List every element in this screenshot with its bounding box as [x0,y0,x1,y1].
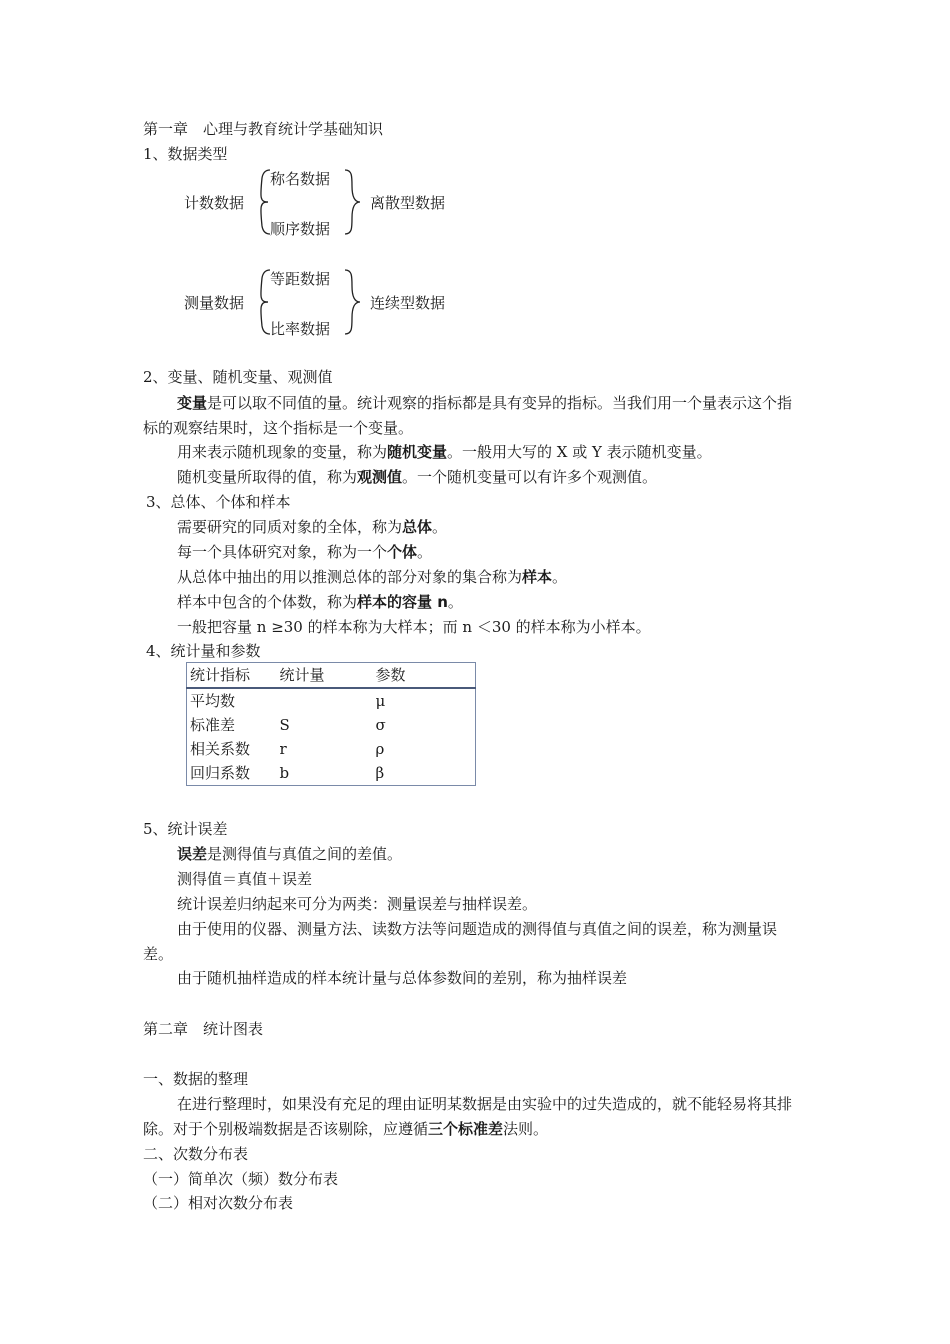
text: 是测得值与真值之间的差值。 [207,845,403,863]
simple-frequency-table: （一）简单次（频）数分布表 [143,1170,339,1188]
table-header-cell: 统计指标 [187,663,277,689]
text: 需要研究的同质对象的全体，称为 [177,518,403,536]
data-organization-title: 一、数据的整理 [143,1070,249,1088]
sample-size-rule: 一般把容量 n ≥30 的样本称为大样本；而 n ＜30 的样本称为小样本。 [177,618,651,636]
chapter-1-title: 第一章 心理与教育统计学基础知识 [143,120,384,138]
table-header-row [187,663,476,689]
diagram-top-label: 称名数据 [270,170,331,188]
table-cell: b [279,764,290,782]
sample-size-definition [177,591,463,613]
text: 。一个随机变量可以有许多个观测值。 [402,468,658,486]
table-cell: 相关系数 [190,740,251,758]
term-observed-value: 观测值 [357,468,403,486]
text: 用来表示随机现象的变量，称为 [177,443,388,461]
text: 在进行整理时，如果没有充足的理由证明某数据是由实验中的过失造成的，就不能轻易将其排除。对于个别极端数据是否该剔除，应遵循 [143,1095,793,1138]
table-cell: 平均数 [190,692,236,710]
term-variable: 变量 [177,394,208,412]
table-cell: r [279,740,287,758]
table-row [187,737,476,761]
error-classification: 统计误差归纳起来可分为两类：测量误差与抽样误差。 [177,895,538,913]
diagram-right-label: 离散型数据 [370,194,446,212]
diagram-bottom-label: 比率数据 [270,320,331,338]
random-variable-definition [177,441,712,463]
table-cell: ρ [375,740,385,758]
sampling-error-definition: 由于随机抽样造成的样本统计量与总体参数间的差别，称为抽样误差 [177,969,628,987]
text: 。一般用大写的 X 或 Y 表示随机变量。 [447,443,712,461]
term-sample-size: 样本的容量 n [357,593,448,611]
table-cell: 回归系数 [190,764,251,782]
table-header-cell: 统计量 [277,663,373,689]
variable-definition [143,391,805,441]
text: 。 [552,568,568,586]
text: 随机变量所取得的值，称为 [177,468,358,486]
population-definition [177,516,447,538]
section-5-title: 5、统计误差 [143,820,228,838]
table-cell: μ [375,692,386,710]
term-three-sd: 三个标准差 [428,1120,504,1138]
diagram-bottom-label: 顺序数据 [270,220,331,238]
table-header-cell: 参数 [373,663,476,689]
table-row [187,688,476,713]
diagram-top-label: 等距数据 [270,270,331,288]
text: 从总体中抽出的用以推测总体的部分对象的集合称为 [177,568,523,586]
table-cell: S [279,716,290,734]
term-population: 总体 [402,518,433,536]
text: 。 [417,543,433,561]
text: 。 [432,518,448,536]
term-individual: 个体 [387,543,418,561]
term-sample: 样本 [522,568,553,586]
term-error: 误差 [177,845,208,863]
data-organization-text [143,1092,805,1142]
section-3-title: 3、总体、个体和样本 [146,493,291,511]
table-row [187,761,476,786]
statistics-parameters-table [186,662,476,786]
text: 法则。 [503,1120,549,1138]
chapter-2-title: 第二章 统计图表 [143,1020,264,1038]
error-definition [177,843,402,865]
sample-definition [177,566,567,588]
variable-definition-text: 是可以取不同值的量。统计观察的指标都是具有变异的指标。当我们用一个量表示这个指标的观察结果时，这个指标是一个变量。 [143,394,793,437]
table-cell: 标准差 [190,716,236,734]
table-cell: σ [375,716,386,734]
measurement-error-definition: 由于使用的仪器、测量方法、读数方法等问题造成的测得值与真值之间的误差，称为测量误差。 [143,920,778,963]
data-type-diagram-continuous [180,268,480,338]
diagram-right-label: 连续型数据 [370,294,446,312]
table-cell: β [375,764,385,782]
section-2-title: 2、变量、随机变量、观测值 [143,368,333,386]
diagram-left-label: 计数数据 [184,194,245,212]
frequency-table-title: 二、次数分布表 [143,1145,249,1163]
table-cell [277,688,373,713]
term-random-variable: 随机变量 [387,443,448,461]
observed-value-definition [177,466,657,488]
table-row [187,713,476,737]
section-1-title: 1、数据类型 [143,145,228,163]
relative-frequency-table: （二）相对次数分布表 [143,1194,294,1212]
section-4-title: 4、统计量和参数 [146,642,261,660]
error-formula: 测得值＝真值＋误差 [177,870,313,888]
data-type-diagram-discrete [180,168,480,238]
text: 。 [447,593,463,611]
diagram-left-label: 测量数据 [184,294,245,312]
individual-definition [177,541,432,563]
text: 样本中包含的个体数，称为 [177,593,358,611]
text: 每一个具体研究对象，称为一个 [177,543,388,561]
